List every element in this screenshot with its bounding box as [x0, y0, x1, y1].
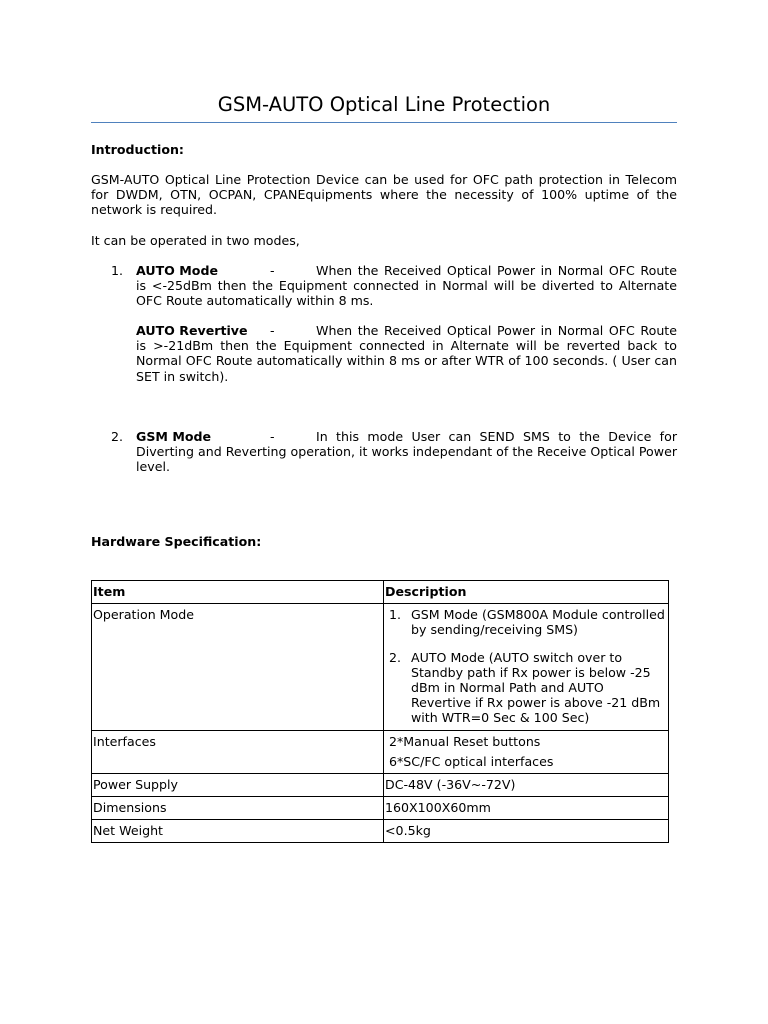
table-cell-description: <0.5kg — [384, 820, 669, 843]
hardware-heading: Hardware Specification: — [91, 534, 262, 549]
list-number: 2. — [389, 649, 402, 665]
table-cell-item: Dimensions — [92, 796, 384, 819]
modes-intro-paragraph: It can be operated in two modes, — [91, 233, 300, 248]
table-row — [92, 730, 669, 773]
table-header-row — [92, 581, 669, 604]
interface-line: 6*SC/FC optical interfaces — [389, 753, 554, 769]
mode-term: GSM Mode — [136, 429, 212, 444]
mode-term: AUTO Mode — [136, 263, 219, 278]
operation-mode-list — [385, 607, 667, 725]
table-cell-description: 160X100X60mm — [384, 796, 669, 819]
document-title: GSM-AUTO Optical Line Protection — [217, 93, 551, 116]
mode-dash: - — [270, 323, 275, 338]
mode-number: 1. — [111, 263, 124, 278]
mode-dash: - — [270, 263, 275, 278]
table-row — [92, 773, 669, 796]
title-divider — [91, 122, 677, 123]
table-row — [92, 820, 669, 843]
table-cell-description: DC-48V (-36V~-72V) — [384, 773, 669, 796]
mode-description: In this mode User can SEND SMS to the Device for Diverting and Reverting operation, it works independant of the Receive Optical Power level. — [136, 429, 677, 475]
mode-auto-revertive — [136, 323, 677, 384]
column-header-description: Description — [384, 581, 669, 604]
introduction-paragraph: GSM-AUTO Optical Line Protection Device can be used for OFC path protection in Telecom for DWDM, OTN, OCPAN, CPANEquipments where the necessity of 100% uptime of the network is required. — [91, 172, 677, 218]
list-number: 1. — [389, 607, 402, 623]
mode-dash: - — [270, 429, 275, 444]
table-cell-item: Net Weight — [92, 820, 384, 843]
table-cell-item: Operation Mode — [92, 604, 384, 730]
mode-description: When the Received Optical Power in Normal OFC Route is >-21dBm then the Equipment connected in Alternate will be reverted back to Normal OFC Route automatically within 8 ms or after WTR of 100 seconds. ( User can SET in switch). — [136, 323, 677, 384]
table-row — [92, 796, 669, 819]
mode-auto — [136, 263, 677, 309]
mode-description: When the Received Optical Power in Normal OFC Route is <-25dBm then the Equipment connected in Normal will be diverted to Alternate OFC Route automatically within 8 ms. — [136, 263, 677, 309]
list-item — [385, 650, 667, 726]
introduction-heading: Introduction: — [91, 142, 184, 157]
mode-term: AUTO Revertive — [136, 323, 248, 338]
hardware-spec-table — [91, 580, 669, 843]
table-cell-description — [384, 730, 669, 773]
table-row — [92, 604, 669, 730]
list-text: AUTO Mode (AUTO switch over to Standby path if Rx power is below -25 dBm in Normal Path and AUTO Revertive if Rx power is above -21 dBm with WTR=0 Sec & 100 Sec) — [411, 649, 661, 726]
table-cell-item: Power Supply — [92, 773, 384, 796]
interface-line: 2*Manual Reset buttons — [389, 733, 541, 749]
table-cell-item: Interfaces — [92, 730, 384, 773]
mode-gsm — [136, 429, 677, 475]
table-cell-description — [384, 604, 669, 730]
column-header-item: Item — [92, 581, 384, 604]
list-item — [385, 607, 667, 637]
mode-number: 2. — [111, 429, 124, 444]
list-text: GSM Mode (GSM800A Module controlled by sending/receiving SMS) — [411, 607, 665, 638]
